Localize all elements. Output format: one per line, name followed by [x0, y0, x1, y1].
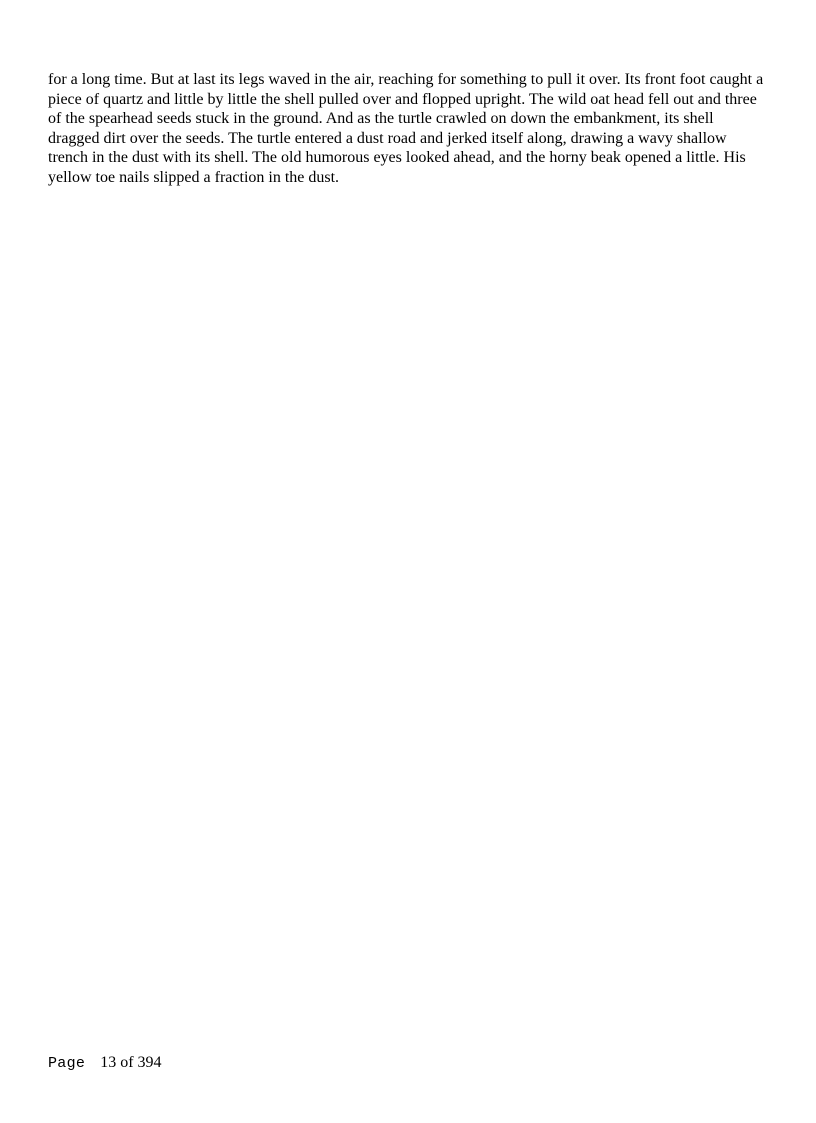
- page-count: 13 of 394: [100, 1054, 162, 1071]
- page-footer: [48, 1054, 162, 1072]
- page-label: Page: [48, 1055, 86, 1072]
- body-paragraph: for a long time. But at last its legs waved in the air, reaching for something to pull it over. Its front foot caught a piece of quartz and little by little the shell pulled over and flopped upright. The wild oat head fell out and three of the spearhead seeds stuck in the ground. And as the turtle crawled on down the embankment, its shell dragged dirt over the seeds. The turtle entered a dust road and jerked itself along, drawing a wavy shallow trench in the dust with its shell. The old humorous eyes looked ahead, and the horny beak opened a little. His yellow toe nails slipped a fraction in the dust.: [48, 71, 764, 186]
